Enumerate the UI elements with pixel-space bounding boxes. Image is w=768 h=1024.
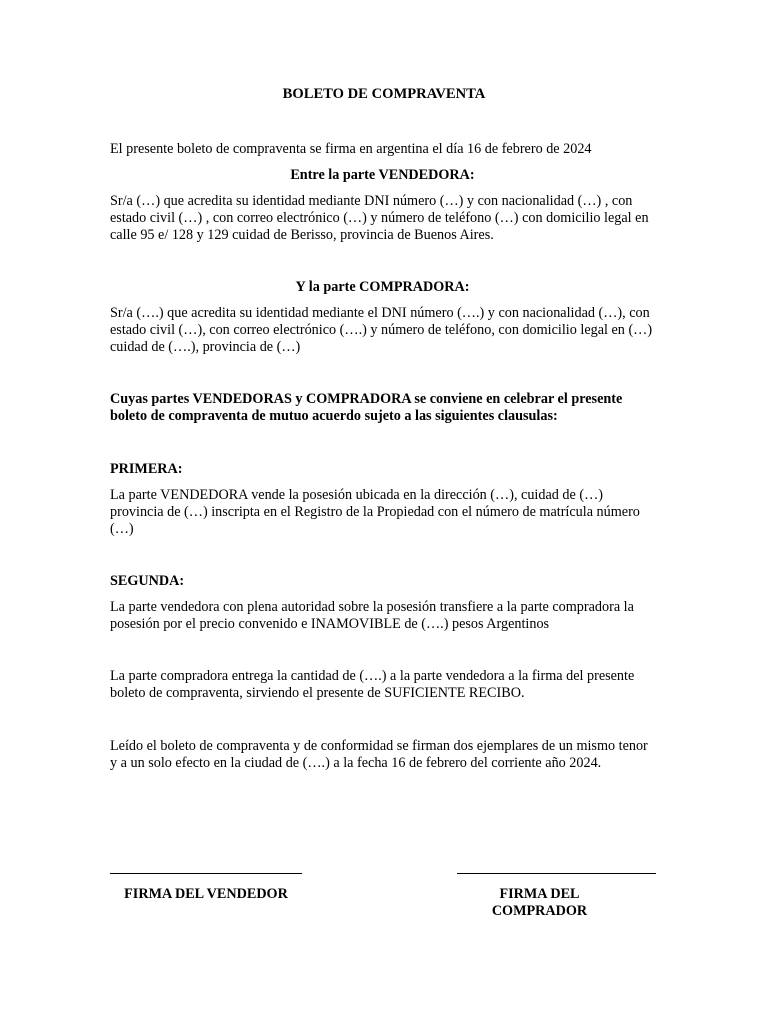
seller-signature-line xyxy=(110,873,302,874)
seller-heading: Entre la parte VENDEDORA: xyxy=(290,167,475,183)
clause-segunda-heading: SEGUNDA: xyxy=(110,573,185,589)
clause-primera-text: La parte VENDEDORA vende la posesión ubicada en la dirección (…), cuidad de (…) provincia de (…) inscripta en el Registro de la Propiedad con el número de matrícula número (…) xyxy=(110,487,640,537)
buyer-signature-line xyxy=(457,873,656,874)
closing-paragraph: Leído el boleto de compraventa y de conformidad se firman dos ejemplares de un mismo tenor y a un solo efecto en la ciudad de (….) a la fecha 16 de febrero del corriente año 2024. xyxy=(110,738,648,771)
seller-signature-label: FIRMA DEL VENDEDOR xyxy=(124,886,288,902)
seller-paragraph: Sr/a (…) que acredita su identidad mediante DNI número (…) y con nacionalidad (…) , con estado civil (…) , con correo electrónico (…) y número de teléfono (…) con domicilio legal en calle 95 e/ 128 y 129 cuidad de Berisso, provincia de Buenos Aires. xyxy=(110,193,649,243)
document-title: BOLETO DE COMPRAVENTA xyxy=(282,86,486,102)
clause-primera-heading: PRIMERA: xyxy=(110,461,183,477)
buyer-paragraph: Sr/a (….) que acredita su identidad mediante el DNI número (….) y con nacionalidad (…), con estado civil (…), con correo electrónico (….) y número de teléfono, con domicilio legal en (…) cuidad de (….), provincia de (…) xyxy=(110,305,653,355)
buyer-heading: Y la parte COMPRADORA: xyxy=(295,279,470,295)
clause-segunda-text: La parte vendedora con plena autoridad sobre la posesión transfiere a la parte compradora la posesión por el precio convenido e INAMOVIBLE de (….) pesos Argentinos xyxy=(110,599,634,632)
intro-paragraph: El presente boleto de compraventa se firma en argentina el día 16 de febrero de 2024 xyxy=(110,141,592,157)
buyer-signature-label: FIRMA DEL COMPRADOR xyxy=(491,886,588,919)
payment-paragraph: La parte compradora entrega la cantidad de (….) a la parte vendedora a la firma del presente boleto de compraventa, sirviendo el presente de SUFICIENTE RECIBO. xyxy=(110,668,635,701)
agreement-paragraph: Cuyas partes VENDEDORAS y COMPRADORA se conviene en celebrar el presente boleto de compraventa de mutuo acuerdo sujeto a las siguientes clausulas: xyxy=(110,391,623,424)
